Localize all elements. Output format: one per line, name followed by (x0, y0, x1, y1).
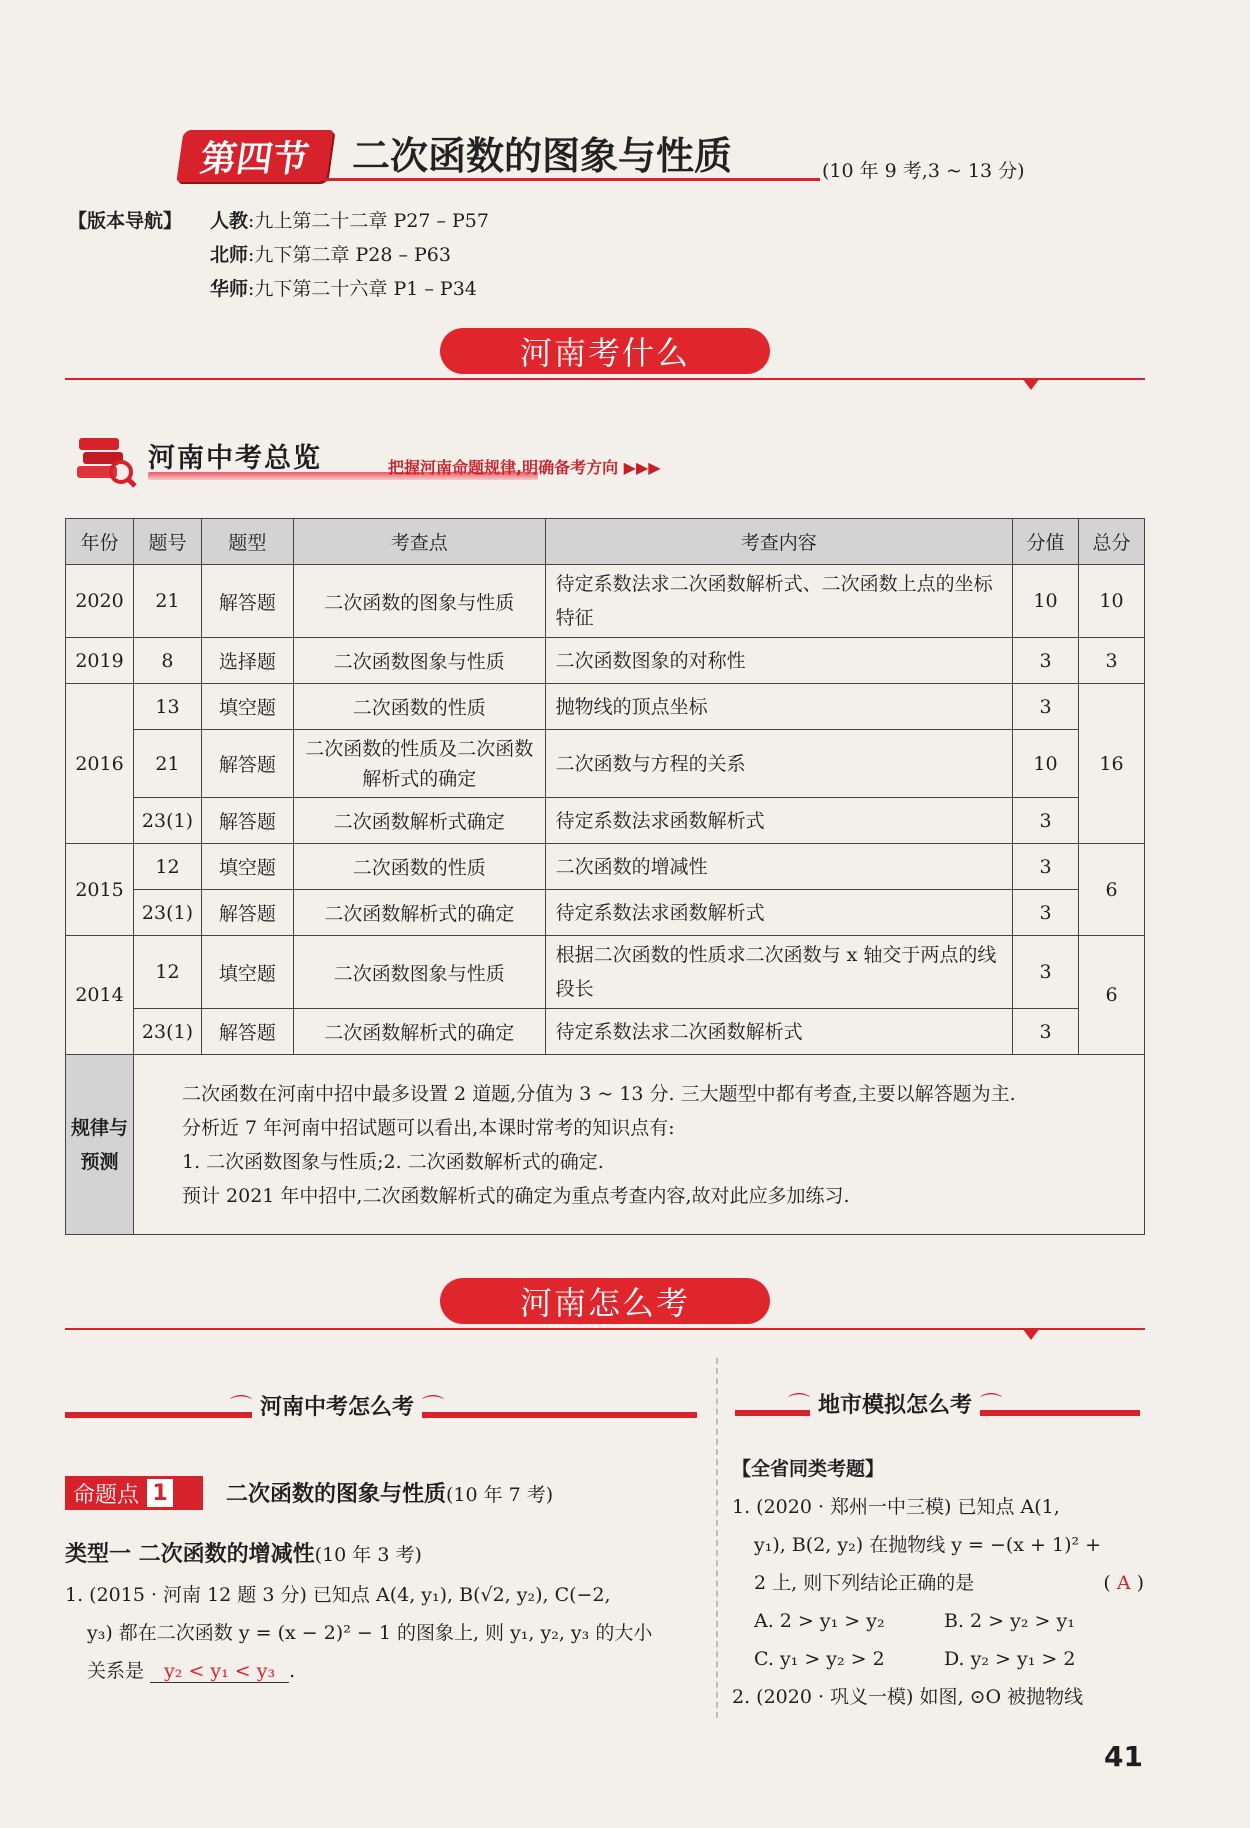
cell-content: 待定系数法求二次函数解析式 (545, 1009, 1012, 1055)
cell-type: 填空题 (201, 844, 293, 890)
cell-num: 23(1) (133, 890, 201, 936)
cell-num: 8 (133, 638, 201, 684)
cell-num: 12 (133, 936, 201, 1009)
overview-title: 河南中考总览 (148, 443, 322, 474)
cell-score: 3 (1013, 1009, 1079, 1055)
col-header: 分值 (1013, 519, 1079, 565)
summary-line: 预计 2021 年中招中,二次函数解析式的确定为重点考查内容,故对此应多加练习. (181, 1184, 850, 1207)
cell-type: 解答题 (201, 730, 293, 798)
left-question-1 (65, 1576, 705, 1690)
summary-content (133, 1055, 1144, 1235)
proposition-badge (65, 1476, 203, 1510)
question-line: y₁), B(2, y₂) 在抛物线 y = −(x + 1)² + (754, 1534, 1102, 1556)
proposition-number: 1 (147, 1479, 173, 1507)
cell-total: 10 (1079, 565, 1145, 638)
cell-content: 二次函数的增减性 (545, 844, 1012, 890)
col-header: 总分 (1079, 519, 1145, 565)
col-header: 题型 (201, 519, 293, 565)
version-nav-line: 北师:九下第二章 P28 – P63 (210, 244, 451, 266)
summary-label: 规律与预测 (66, 1055, 134, 1235)
question-line: 2 上, 则下列结论正确的是 ( A ) (754, 1572, 1144, 1594)
cell-point: 二次函数的图象与性质 (293, 565, 545, 638)
cell-year: 2019 (66, 638, 134, 684)
cell-content: 待定系数法求二次函数解析式、二次函数上点的坐标特征 (545, 565, 1012, 638)
arc-icon: ⌒ (230, 1395, 253, 1420)
right-subtitle-text: 地市模拟怎么考 (810, 1388, 980, 1419)
left-subtitle-text: 河南中考怎么考 (252, 1390, 422, 1421)
table-row (66, 638, 1145, 684)
cell-score: 3 (1013, 638, 1079, 684)
cell-num: 13 (133, 684, 201, 730)
cell-num: 21 (133, 730, 201, 798)
title-underline (320, 178, 820, 181)
cell-type: 选择题 (201, 638, 293, 684)
section-title: 二次函数的图象与性质 (352, 134, 733, 178)
table-row (66, 890, 1145, 936)
option-a: A. 2 > y₁ > y₂ (754, 1610, 885, 1632)
cell-point: 二次函数解析式的确定 (293, 890, 545, 936)
option-d: D. y₂ > y₁ > 2 (944, 1648, 1076, 1670)
table-row (66, 1009, 1145, 1055)
summary-row (66, 1055, 1145, 1235)
table-row (66, 730, 1145, 798)
question-line: y₃) 都在二次函数 y = (x − 2)² − 1 的图象上, 则 y₁, y₂, y₃ 的大小 (87, 1622, 653, 1644)
cell-type: 填空题 (201, 684, 293, 730)
cell-score: 3 (1013, 844, 1079, 890)
column-divider (716, 1358, 718, 1718)
table-row (66, 798, 1145, 844)
col-header: 题号 (133, 519, 201, 565)
cell-year: 2016 (66, 684, 134, 844)
banner-how: 河南怎么考 (440, 1278, 770, 1324)
table-row (66, 565, 1145, 638)
cell-content: 二次函数图象的对称性 (545, 638, 1012, 684)
cell-year: 2014 (66, 936, 134, 1055)
options-row (732, 1602, 1144, 1640)
answer-text: A (1116, 1572, 1131, 1594)
cell-content: 抛物线的顶点坐标 (545, 684, 1012, 730)
cell-total: 16 (1079, 684, 1145, 844)
cell-point: 二次函数解析式确定 (293, 798, 545, 844)
banner-rule (65, 378, 1145, 380)
exam-overview-table (65, 518, 1145, 1235)
col-header: 年份 (66, 519, 134, 565)
right-questions (732, 1450, 1144, 1716)
page-number: 41 (1104, 1740, 1143, 1773)
banner-rule-notch (1022, 378, 1040, 390)
question-line: 1. (2020 · 郑州一中三模) 已知点 A(1, (732, 1496, 1060, 1518)
cell-type: 解答题 (201, 890, 293, 936)
answer-text: y₂ < y₁ < y₃ (150, 1660, 289, 1683)
cell-content: 二次函数与方程的关系 (545, 730, 1012, 798)
version-nav-line: 人教:九上第二十二章 P27 – P57 (210, 210, 489, 232)
arc-icon: ⌒ (422, 1395, 445, 1420)
overview-slogan: 把握河南命题规律,明确备考方向 ▶▶▶ (388, 458, 661, 477)
cell-year: 2020 (66, 565, 134, 638)
cell-type: 解答题 (201, 798, 293, 844)
cell-content: 待定系数法求函数解析式 (545, 890, 1012, 936)
cell-point: 二次函数的性质及二次函数解析式的确定 (293, 730, 545, 798)
question-line: 1. (2015 · 河南 12 题 3 分) 已知点 A(4, y₁), B(√2, y₂), C(−2, (65, 1584, 611, 1606)
table-row (66, 936, 1145, 1009)
cell-score: 3 (1013, 684, 1079, 730)
cell-score: 3 (1013, 936, 1079, 1009)
options-row (732, 1640, 1144, 1678)
question-line: 2. (2020 · 巩义一模) 如图, ⊙O 被抛物线 (732, 1686, 1084, 1708)
summary-line: 二次函数在河南中招中最多设置 2 道题,分值为 3 ~ 13 分. 三大题型中都有考查,主要以解答题为主. (181, 1082, 1016, 1105)
cell-num: 21 (133, 565, 201, 638)
cell-point: 二次函数解析式的确定 (293, 1009, 545, 1055)
table-row (66, 844, 1145, 890)
proposition-title: 二次函数的图象与性质(10 年 7 考) (226, 1482, 554, 1507)
banner-what: 河南考什么 (440, 328, 770, 374)
arc-icon: ⌒ (788, 1393, 811, 1418)
right-subtitle (788, 1388, 1002, 1419)
question-line: 关系是 y₂ < y₁ < y₃ . (87, 1660, 296, 1682)
cell-total: 3 (1079, 638, 1145, 684)
cell-score: 10 (1013, 730, 1079, 798)
cell-num: 23(1) (133, 1009, 201, 1055)
table-row (66, 684, 1145, 730)
col-header: 考查内容 (545, 519, 1012, 565)
cell-score: 10 (1013, 565, 1079, 638)
cell-score: 3 (1013, 798, 1079, 844)
left-subtitle (230, 1390, 444, 1421)
summary-line: 分析近 7 年河南中招试题可以看出,本课时常考的知识点有: (181, 1116, 675, 1139)
cell-content: 待定系数法求函数解析式 (545, 798, 1012, 844)
cell-total: 6 (1079, 936, 1145, 1055)
cell-score: 3 (1013, 890, 1079, 936)
question-tag: 【全省同类考题】 (732, 1458, 885, 1480)
cell-point: 二次函数的性质 (293, 844, 545, 890)
option-c: C. y₁ > y₂ > 2 (754, 1648, 885, 1670)
version-nav-label: 【版本导航】 (68, 210, 183, 232)
cell-point: 二次函数图象与性质 (293, 936, 545, 1009)
cell-total: 6 (1079, 844, 1145, 936)
summary-line: 1. 二次函数图象与性质;2. 二次函数解析式的确定. (181, 1150, 604, 1173)
cell-type: 解答题 (201, 565, 293, 638)
version-nav-line: 华师:九下第二十六章 P1 – P34 (210, 278, 477, 300)
cell-num: 23(1) (133, 798, 201, 844)
banner-rule (65, 1328, 1145, 1330)
cell-num: 12 (133, 844, 201, 890)
cell-point: 二次函数的性质 (293, 684, 545, 730)
cell-point: 二次函数图象与性质 (293, 638, 545, 684)
table-header-row (66, 519, 1145, 565)
section-meta: (10 年 9 考,3 ~ 13 分) (822, 160, 1025, 182)
type-title: 类型一 二次函数的增减性(10 年 3 考) (65, 1542, 422, 1567)
col-header: 考查点 (293, 519, 545, 565)
cell-type: 填空题 (201, 936, 293, 1009)
banner-rule-notch (1022, 1328, 1040, 1340)
section-badge: 第四节 (176, 130, 333, 182)
proposition-badge-label: 命题点 (73, 1482, 140, 1508)
cell-content: 根据二次函数的性质求二次函数与 x 轴交于两点的线段长 (545, 936, 1012, 1009)
arc-icon: ⌒ (980, 1393, 1003, 1418)
books-icon (75, 430, 137, 488)
cell-year: 2015 (66, 844, 134, 936)
cell-type: 解答题 (201, 1009, 293, 1055)
option-b: B. 2 > y₂ > y₁ (944, 1610, 1075, 1632)
